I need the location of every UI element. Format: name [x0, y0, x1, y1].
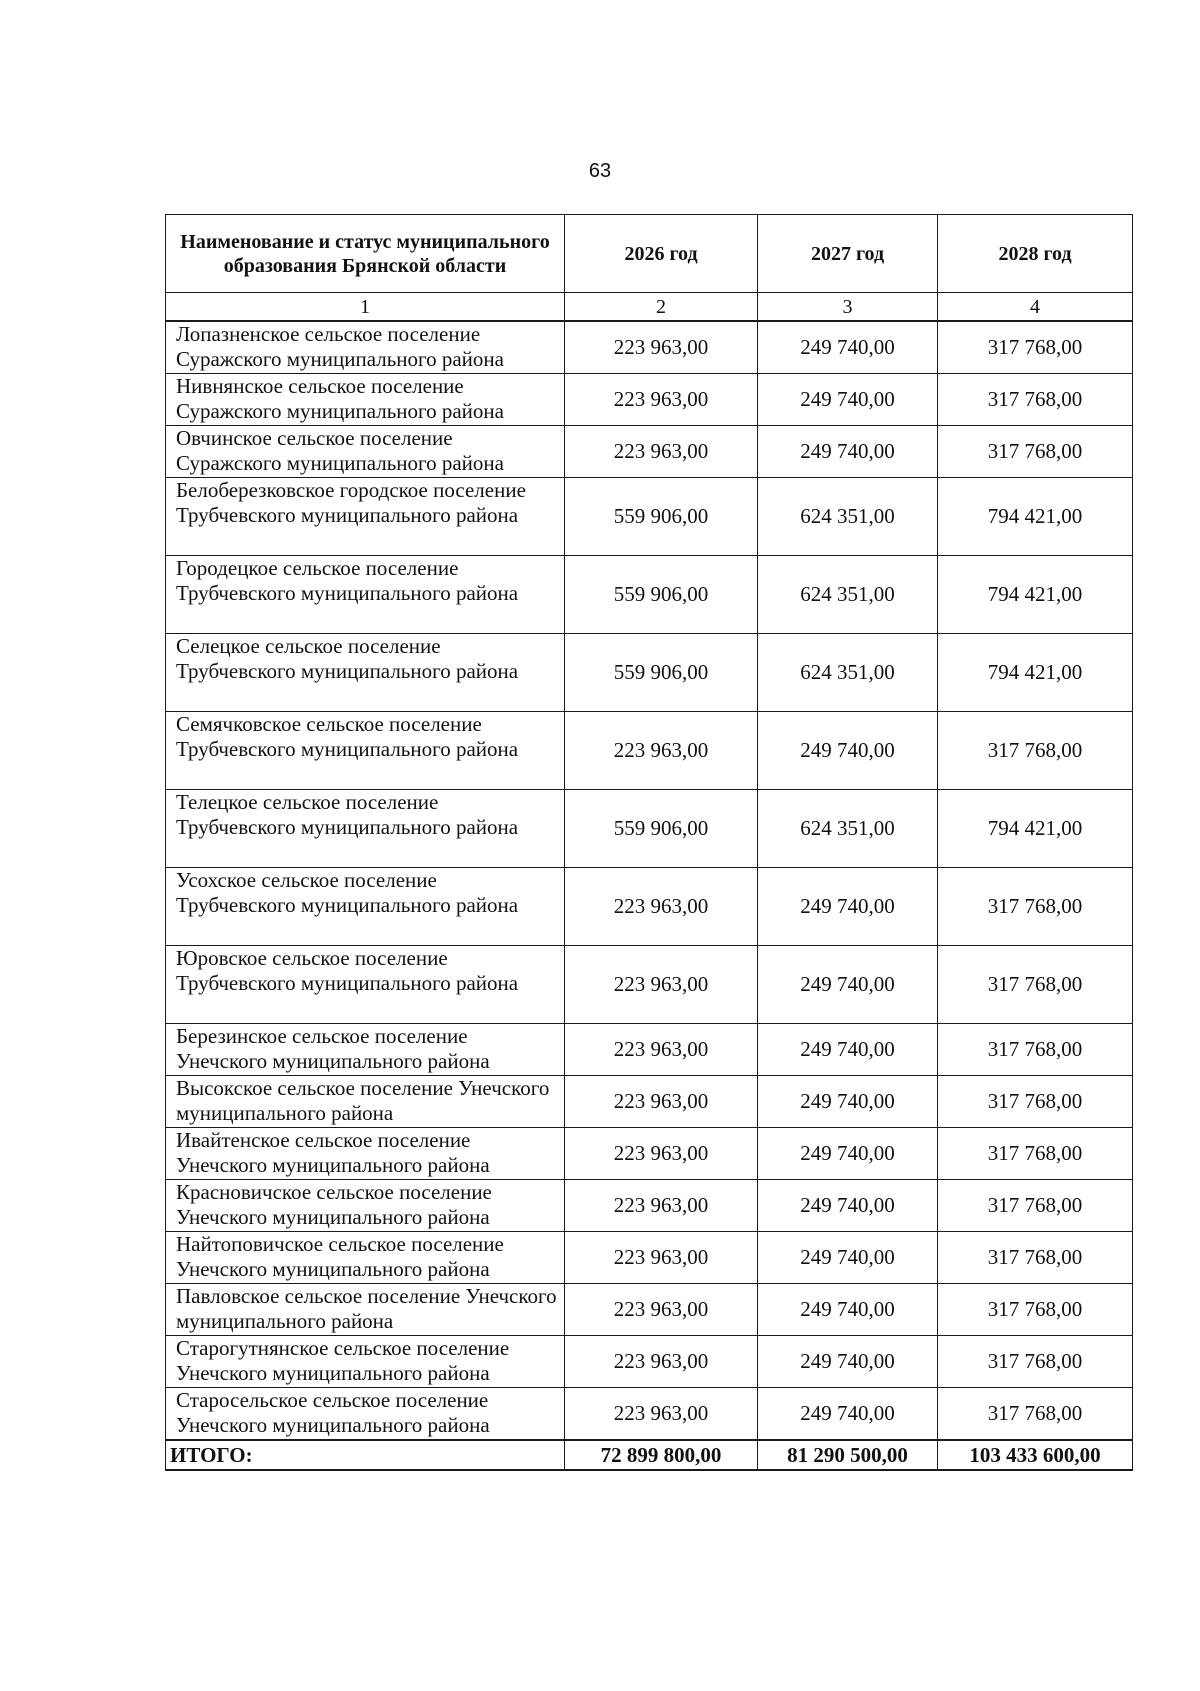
column-number: 4: [938, 293, 1133, 322]
value-2028: 317 768,00: [938, 1232, 1133, 1284]
value-2027: 249 740,00: [758, 1336, 938, 1388]
value-2027: 249 740,00: [758, 1388, 938, 1441]
column-number: 3: [758, 293, 938, 322]
header-year-2027: 2027 год: [758, 215, 938, 293]
value-2026: 559 906,00: [565, 556, 758, 634]
municipality-name: Городецкое сельское поселение Трубчевского муниципального района: [166, 556, 565, 634]
municipality-name: Телецкое сельское поселение Трубчевского муниципального района: [166, 790, 565, 868]
value-2026: 223 963,00: [565, 426, 758, 478]
value-2028: 317 768,00: [938, 426, 1133, 478]
value-2026: 559 906,00: [565, 634, 758, 712]
municipality-name: Старосельское сельское поселение Унечского муниципального района: [166, 1388, 565, 1441]
value-2027: 249 740,00: [758, 1128, 938, 1180]
header-year-2028: 2028 год: [938, 215, 1133, 293]
total-2028: 103 433 600,00: [938, 1440, 1133, 1470]
value-2028: 317 768,00: [938, 712, 1133, 790]
total-2027: 81 290 500,00: [758, 1440, 938, 1470]
value-2028: 317 768,00: [938, 1284, 1133, 1336]
table-row: [166, 426, 1133, 478]
table-header-row: [166, 215, 1133, 293]
value-2028: 317 768,00: [938, 1076, 1133, 1128]
municipality-name: Овчинское сельское поселение Суражского муниципального района: [166, 426, 565, 478]
value-2028: 317 768,00: [938, 1388, 1133, 1441]
value-2027: 624 351,00: [758, 478, 938, 556]
column-number: 1: [166, 293, 565, 322]
table-row: [166, 1128, 1133, 1180]
municipality-name: Нивнянское сельское поселение Суражского муниципального района: [166, 374, 565, 426]
value-2026: 223 963,00: [565, 1180, 758, 1232]
table-row: [166, 868, 1133, 946]
table-row: [166, 634, 1133, 712]
value-2026: 223 963,00: [565, 1024, 758, 1076]
table-row: [166, 1336, 1133, 1388]
table-row: [166, 1180, 1133, 1232]
value-2026: 223 963,00: [565, 1232, 758, 1284]
value-2026: 559 906,00: [565, 478, 758, 556]
budget-table: [165, 214, 1133, 1471]
value-2027: 249 740,00: [758, 426, 938, 478]
value-2026: 223 963,00: [565, 1284, 758, 1336]
table-row: [166, 946, 1133, 1024]
column-number-row: [166, 293, 1133, 322]
value-2026: 223 963,00: [565, 712, 758, 790]
value-2026: 223 963,00: [565, 1128, 758, 1180]
municipality-name: Белоберезковское городское поселение Трубчевского муниципального района: [166, 478, 565, 556]
table-row: [166, 556, 1133, 634]
value-2027: 249 740,00: [758, 1076, 938, 1128]
table-row: [166, 478, 1133, 556]
value-2026: 223 963,00: [565, 1388, 758, 1441]
value-2028: 794 421,00: [938, 790, 1133, 868]
value-2028: 317 768,00: [938, 321, 1133, 374]
total-label: ИТОГО:: [166, 1440, 565, 1470]
value-2026: 223 963,00: [565, 1076, 758, 1128]
value-2028: 317 768,00: [938, 1336, 1133, 1388]
value-2028: 317 768,00: [938, 374, 1133, 426]
table-row: [166, 1024, 1133, 1076]
value-2026: 223 963,00: [565, 321, 758, 374]
page-number: 63: [588, 160, 612, 182]
municipality-name: Березинское сельское поселение Унечского муниципального района: [166, 1024, 565, 1076]
municipality-name: Красновичское сельское поселение Унечского муниципального района: [166, 1180, 565, 1232]
value-2027: 249 740,00: [758, 1284, 938, 1336]
header-year-2026: 2026 год: [565, 215, 758, 293]
value-2028: 317 768,00: [938, 1180, 1133, 1232]
table-row: [166, 1284, 1133, 1336]
column-number: 2: [565, 293, 758, 322]
table-row: [166, 321, 1133, 374]
value-2028: 317 768,00: [938, 868, 1133, 946]
value-2027: 249 740,00: [758, 946, 938, 1024]
value-2026: 223 963,00: [565, 868, 758, 946]
value-2027: 249 740,00: [758, 374, 938, 426]
municipality-name: Старогутнянское сельское поселение Унечского муниципального района: [166, 1336, 565, 1388]
total-row: [166, 1440, 1133, 1470]
value-2027: 624 351,00: [758, 790, 938, 868]
value-2027: 249 740,00: [758, 321, 938, 374]
table-row: [166, 1232, 1133, 1284]
value-2028: 794 421,00: [938, 478, 1133, 556]
value-2026: 223 963,00: [565, 374, 758, 426]
municipality-name: Юровское сельское поселение Трубчевского муниципального района: [166, 946, 565, 1024]
value-2027: 624 351,00: [758, 556, 938, 634]
value-2027: 249 740,00: [758, 868, 938, 946]
value-2027: 249 740,00: [758, 712, 938, 790]
value-2028: 794 421,00: [938, 556, 1133, 634]
value-2027: 624 351,00: [758, 634, 938, 712]
value-2026: 559 906,00: [565, 790, 758, 868]
municipality-name: Найтоповичское сельское поселение Унечского муниципального района: [166, 1232, 565, 1284]
table-row: [166, 1076, 1133, 1128]
municipality-name: Павловское сельское поселение Унечского муниципального района: [166, 1284, 565, 1336]
municipality-name: Высокское сельское поселение Унечского муниципального района: [166, 1076, 565, 1128]
value-2028: 317 768,00: [938, 946, 1133, 1024]
municipality-name: Ивайтенское сельское поселение Унечского муниципального района: [166, 1128, 565, 1180]
value-2027: 249 740,00: [758, 1232, 938, 1284]
value-2028: 794 421,00: [938, 634, 1133, 712]
value-2027: 249 740,00: [758, 1024, 938, 1076]
header-municipality: Наименование и статус муниципального образования Брянской области: [166, 215, 565, 293]
municipality-name: Усохское сельское поселение Трубчевского муниципального района: [166, 868, 565, 946]
municipality-name: Семячковское сельское поселение Трубчевского муниципального района: [166, 712, 565, 790]
value-2026: 223 963,00: [565, 1336, 758, 1388]
municipality-name: Селецкое сельское поселение Трубчевского муниципального района: [166, 634, 565, 712]
value-2026: 223 963,00: [565, 946, 758, 1024]
table-row: [166, 374, 1133, 426]
total-2026: 72 899 800,00: [565, 1440, 758, 1470]
table-row: [166, 1388, 1133, 1441]
municipality-name: Лопазненское сельское поселение Суражского муниципального района: [166, 321, 565, 374]
value-2028: 317 768,00: [938, 1024, 1133, 1076]
table-row: [166, 712, 1133, 790]
value-2028: 317 768,00: [938, 1128, 1133, 1180]
value-2027: 249 740,00: [758, 1180, 938, 1232]
table-row: [166, 790, 1133, 868]
